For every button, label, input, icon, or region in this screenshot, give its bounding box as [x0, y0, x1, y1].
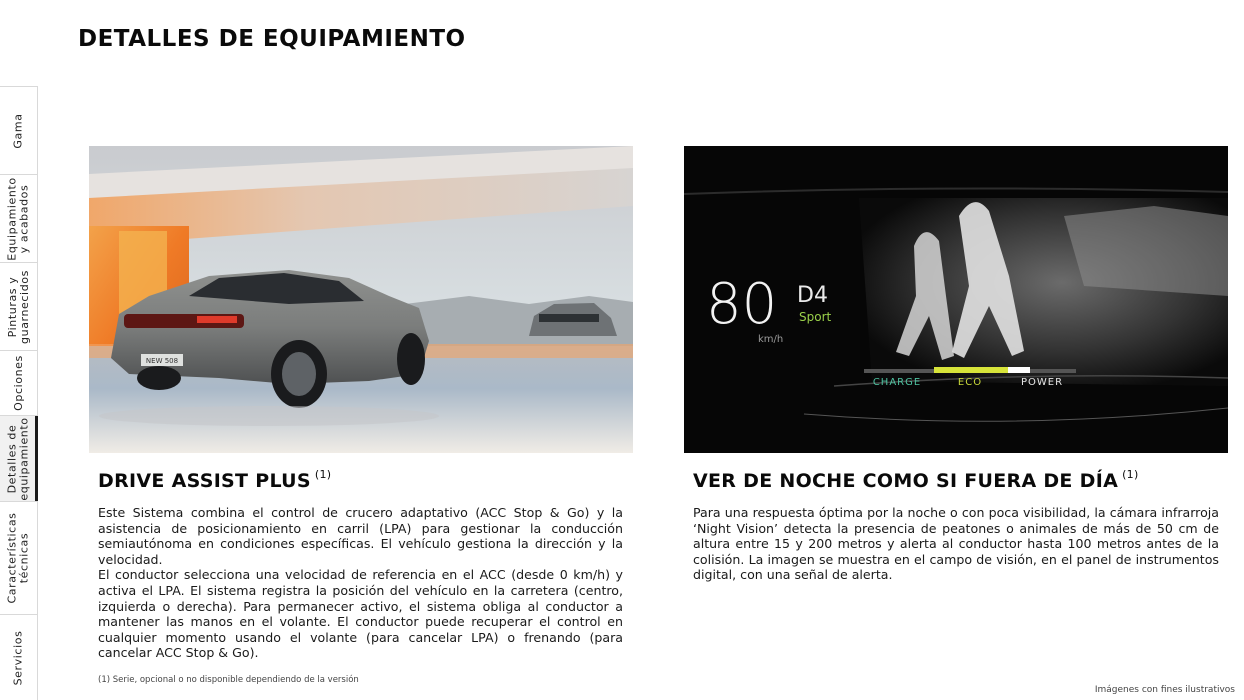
paragraph: El conductor selecciona una velocidad de referencia en el ACC (desde 0 km/h) y activa el LPA. El sistema registra la posición del vehículo en la carretera (centro, izquierda o derecha). Para permanecer activo, el sistema obliga al conductor a mantener las manos en el volante. El conductor puede recuperar el control en cualquier momento usando el volante (para cancelar LPA) o frenando (para cancelar ACC Stop & Go). — [98, 567, 623, 661]
side-navigation — [0, 86, 38, 700]
footnote: (1) Serie, opcional o no disponible dependiendo de la versión — [98, 675, 359, 685]
nav-item-servicios[interactable] — [0, 614, 37, 700]
car-illustration — [89, 146, 633, 453]
nav-item-opciones[interactable] — [0, 350, 37, 415]
nav-label: Servicios — [11, 630, 25, 685]
speed-readout: 80 — [706, 272, 778, 337]
nav-item-equipamiento[interactable] — [0, 174, 37, 262]
drive-mode: Sport — [799, 310, 832, 324]
speed-unit: km/h — [758, 334, 784, 345]
gauge-eco-label: ECO — [957, 377, 983, 388]
section-title-drive-assist — [98, 470, 331, 492]
drive-assist-description — [98, 505, 623, 661]
paragraph: Este Sistema combina el control de crucero adaptativo (ACC Stop & Go) y la asistencia de posicionamiento en carril (LPA) para gestionar la conducción semiautónoma en condiciones específicas. El vehículo gestiona la dirección y la velocidad. — [98, 505, 623, 567]
nav-label: Características técnicas — [5, 512, 31, 604]
night-vision-description — [693, 505, 1219, 583]
nav-item-detalles[interactable] — [0, 415, 37, 501]
nav-item-pinturas[interactable] — [0, 262, 37, 350]
nav-item-caracteristicas[interactable] — [0, 501, 37, 614]
dashboard-illustration — [684, 146, 1228, 453]
car-photo — [89, 146, 633, 453]
nav-label: Opciones — [11, 355, 25, 411]
footnote-ref: (1) — [314, 468, 332, 481]
section-title-night-vision — [693, 470, 1139, 492]
section-title-text: DRIVE ASSIST PLUS — [98, 470, 311, 492]
section-title-text: VER DE NOCHE COMO SI FUERA DE DÍA — [693, 470, 1119, 492]
gauge-power-label: POWER — [1020, 377, 1064, 388]
nav-label: Equipamiento y acabados — [5, 176, 31, 261]
nav-label: Gama — [11, 112, 25, 149]
gear-readout: D4 — [797, 283, 828, 308]
paragraph: Para una respuesta óptima por la noche o con poca visibilidad, la cámara infrarroja ‘Night Vision’ detecta la presencia de peatones o animales de más de 50 cm de altura entre 15 y 200 metros y alerta al conductor hasta 100 metros antes de la colisión. La imagen se muestra en el campo de visión, en el panel de instrumentos digital, con una señal de alerta. — [693, 505, 1219, 583]
nav-label: Pinturas y guarnecidos — [5, 269, 31, 344]
gauge-charge-label: CHARGE — [872, 377, 922, 388]
footnote-ref: (1) — [1122, 468, 1139, 481]
image-disclaimer: Imágenes con fines ilustrativos — [1094, 685, 1235, 695]
night-vision-dashboard-photo — [684, 146, 1228, 453]
nav-label: Detalles de equipamiento — [5, 416, 31, 501]
nav-item-gama[interactable] — [0, 86, 37, 174]
page-title: DETALLES DE EQUIPAMIENTO — [78, 26, 466, 52]
license-plate-text: NEW 508 — [145, 357, 179, 365]
